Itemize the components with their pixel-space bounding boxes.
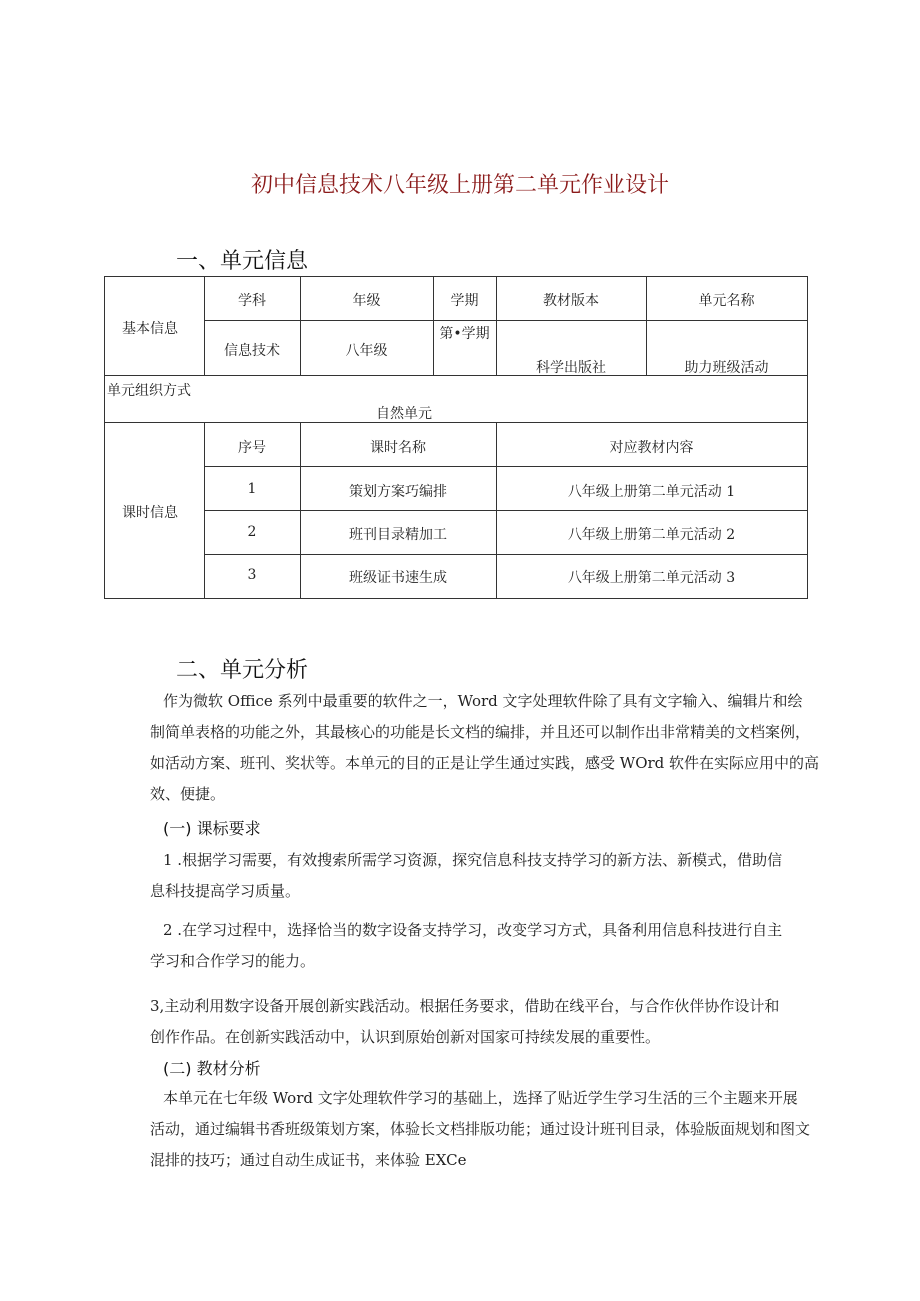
value-term: 第•学期 bbox=[439, 326, 490, 342]
basic-info-label: 基本信息 bbox=[122, 321, 178, 337]
subheading-textbook-analysis: (二) 教材分析 bbox=[163, 1059, 261, 1078]
requirement-1-line-1: 1 .根据学习需要，有效搜索所需学习资源，探究信息科技支持学习的新方法、新模式，借助信 bbox=[163, 851, 783, 869]
lesson-header-no: 序号 bbox=[238, 440, 266, 456]
table-row-2-content: 八年级上册第二单元活动 2 bbox=[567, 527, 736, 543]
requirement-3-line-1: 3,主动利用数字设备开展创新实践活动。根据任务要求，借助在线平台，与合作伙伴协作设计和 bbox=[150, 997, 780, 1015]
table-row-1-no: 1 bbox=[247, 481, 257, 497]
header-textbook-edition: 教材版本 bbox=[543, 293, 599, 309]
section-heading-unit-info: 一、单元信息 bbox=[176, 249, 309, 274]
intro-line-1: 作为微软 Office 系列中最重要的软件之一，Word 文字处理软件除了具有文字输入、编辑片和绘 bbox=[163, 692, 803, 710]
header-unit-name: 单元名称 bbox=[698, 293, 755, 309]
intro-line-3: 如活动方案、班刊、奖状等。本单元的目的正是让学生通过实践，感受 WOrd 软件在实际应用中的高 bbox=[150, 754, 820, 772]
lesson-header-name: 课时名称 bbox=[370, 440, 426, 456]
header-subject: 学科 bbox=[238, 293, 266, 309]
textbook-analysis-line-1: 本单元在七年级 Word 文字处理软件学习的基础上，选择了贴近学生学习生活的三个主题来开展 bbox=[163, 1089, 798, 1107]
table-row-3-no: 3 bbox=[247, 567, 257, 583]
value-subject: 信息技术 bbox=[224, 343, 280, 359]
table-row-2-no: 2 bbox=[247, 524, 257, 540]
table-row-2-name: 班刊目录精加工 bbox=[349, 527, 447, 543]
table-row-1-content: 八年级上册第二单元活动 1 bbox=[567, 484, 736, 500]
textbook-analysis-line-3: 混排的技巧；通过自动生成证书，来体验 EXCe bbox=[150, 1151, 467, 1169]
lesson-header-content: 对应教材内容 bbox=[609, 440, 694, 456]
intro-line-2: 制简单表格的功能之外，其最核心的功能是长文档的编排，并且还可以制作出非常精美的文档案例， bbox=[150, 723, 811, 741]
requirement-3-line-2: 创作作品。在创新实践活动中，认识到原始创新对国家可持续发展的重要性。 bbox=[150, 1028, 661, 1046]
intro-line-4: 效、便捷。 bbox=[150, 785, 226, 803]
page-title: 初中信息技术八年级上册第二单元作业设计 bbox=[250, 173, 669, 198]
table-row-1-name: 策划方案巧编排 bbox=[349, 484, 447, 500]
lesson-info-label: 课时信息 bbox=[122, 505, 178, 521]
value-grade: 八年级 bbox=[345, 343, 388, 359]
requirement-2-line-2: 学习和合作学习的能力。 bbox=[150, 952, 316, 970]
header-grade: 年级 bbox=[352, 293, 381, 309]
subheading-curriculum-requirements: (一) 课标要求 bbox=[163, 819, 261, 838]
header-term: 学期 bbox=[450, 293, 479, 309]
value-textbook-edition: 科学出版社 bbox=[536, 360, 606, 376]
org-label: 单元组织方式 bbox=[107, 383, 191, 399]
table-row-3-content: 八年级上册第二单元活动 3 bbox=[567, 570, 736, 586]
requirement-1-line-2: 息科技提高学习质量。 bbox=[150, 882, 301, 900]
table-row-3-name: 班级证书速生成 bbox=[349, 570, 447, 586]
textbook-analysis-line-2: 活动，通过编辑书香班级策划方案，体验长文档排版功能；通过设计班刊目录，体验版面规划和图文 bbox=[150, 1120, 811, 1138]
requirement-2-line-1: 2 .在学习过程中，选择恰当的数字设备支持学习，改变学习方式，具备利用信息科技进行自主 bbox=[163, 921, 783, 939]
org-value: 自然单元 bbox=[376, 406, 432, 422]
value-unit-name: 助力班级活动 bbox=[684, 360, 769, 376]
section-heading-unit-analysis: 二、单元分析 bbox=[176, 658, 309, 683]
